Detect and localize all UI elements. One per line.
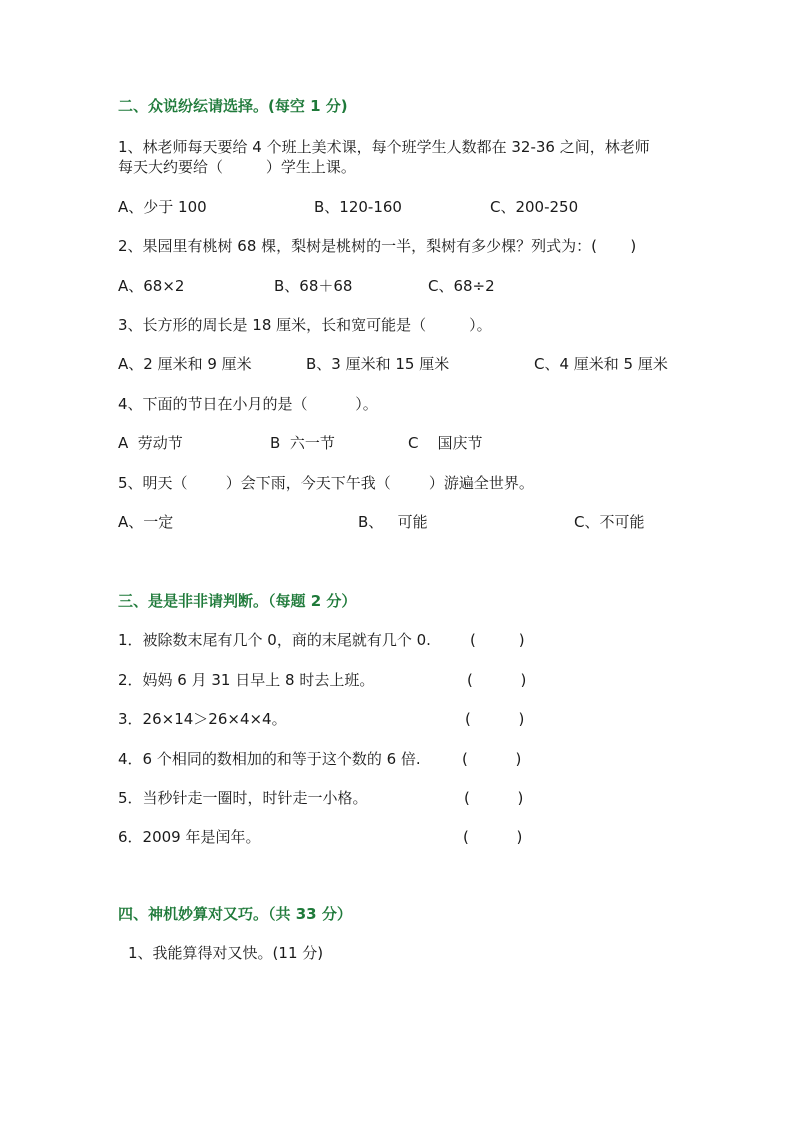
question-1-option-b: B、120-160 bbox=[314, 198, 402, 216]
judgment-item-4-answer-blank: ( ) bbox=[462, 750, 522, 768]
judgment-item-1-answer-blank: ( ) bbox=[470, 631, 525, 649]
question-2-text: 2、果园里有桃树 68 棵，梨树是桃树的一半，梨树有多少棵？列式为：( ) bbox=[118, 237, 637, 255]
question-1-option-c: C、200-250 bbox=[490, 198, 579, 216]
question-3-text: 3、长方形的周长是 18 厘米，长和宽可能是（ ）。 bbox=[118, 316, 492, 334]
question-5-option-a: A、一定 bbox=[118, 513, 174, 531]
section-4-subquestion-1: 1、我能算得对又快。(11 分) bbox=[128, 944, 324, 962]
question-4-option-b: B 六一节 bbox=[270, 434, 335, 452]
judgment-item-2-answer-blank: ( ) bbox=[467, 671, 527, 689]
question-4-option-c: C 国庆节 bbox=[408, 434, 483, 452]
section-3-heading: 三、是是非非请判断。（每题 2 分） bbox=[118, 592, 357, 610]
question-1-line-2: 每天大约要给（ ）学生上课。 bbox=[118, 158, 356, 176]
question-5-text: 5、明天（ ）会下雨，今天下午我（ ）游遍全世界。 bbox=[118, 474, 534, 492]
question-3-option-a: A、2 厘米和 9 厘米 bbox=[118, 355, 252, 373]
question-2-option-a: A、68×2 bbox=[118, 277, 185, 295]
question-3-option-c: C、4 厘米和 5 厘米 bbox=[534, 355, 668, 373]
section-4-heading: 四、神机妙算对又巧。（共 33 分） bbox=[118, 905, 352, 923]
judgment-item-5-text: 5．当秒针走一圈时，时针走一小格。 bbox=[118, 789, 368, 807]
question-4-option-a: A 劳动节 bbox=[118, 434, 183, 452]
judgment-item-3-answer-blank: ( ) bbox=[465, 710, 525, 728]
judgment-item-5-answer-blank: ( ) bbox=[464, 789, 524, 807]
judgment-item-1-text: 1．被除数末尾有几个 0，商的末尾就有几个 0. bbox=[118, 631, 431, 649]
judgment-item-6-answer-blank: ( ) bbox=[463, 828, 523, 846]
judgment-item-2-text: 2．妈妈 6 月 31 日早上 8 时去上班。 bbox=[118, 671, 375, 689]
question-2-option-c: C、68÷2 bbox=[428, 277, 495, 295]
question-2-option-b: B、68＋68 bbox=[274, 277, 353, 295]
judgment-item-4-text: 4．6 个相同的数相加的和等于这个数的 6 倍. bbox=[118, 750, 421, 768]
question-5-option-b: B、 可能 bbox=[358, 513, 428, 531]
question-1-option-a: A、少于 100 bbox=[118, 198, 207, 216]
judgment-item-6-text: 6．2009 年是闰年。 bbox=[118, 828, 261, 846]
judgment-item-3-text: 3．26×14＞26×4×4。 bbox=[118, 710, 287, 728]
question-3-option-b: B、3 厘米和 15 厘米 bbox=[306, 355, 450, 373]
question-4-text: 4、下面的节日在小月的是（ ）。 bbox=[118, 395, 378, 413]
question-5-option-c: C、不可能 bbox=[574, 513, 645, 531]
question-1-line-1: 1、林老师每天要给 4 个班上美术课，每个班学生人数都在 32-36 之间，林老师 bbox=[118, 138, 650, 156]
section-2-heading: 二、众说纷纭请选择。(每空 1 分) bbox=[118, 97, 348, 115]
